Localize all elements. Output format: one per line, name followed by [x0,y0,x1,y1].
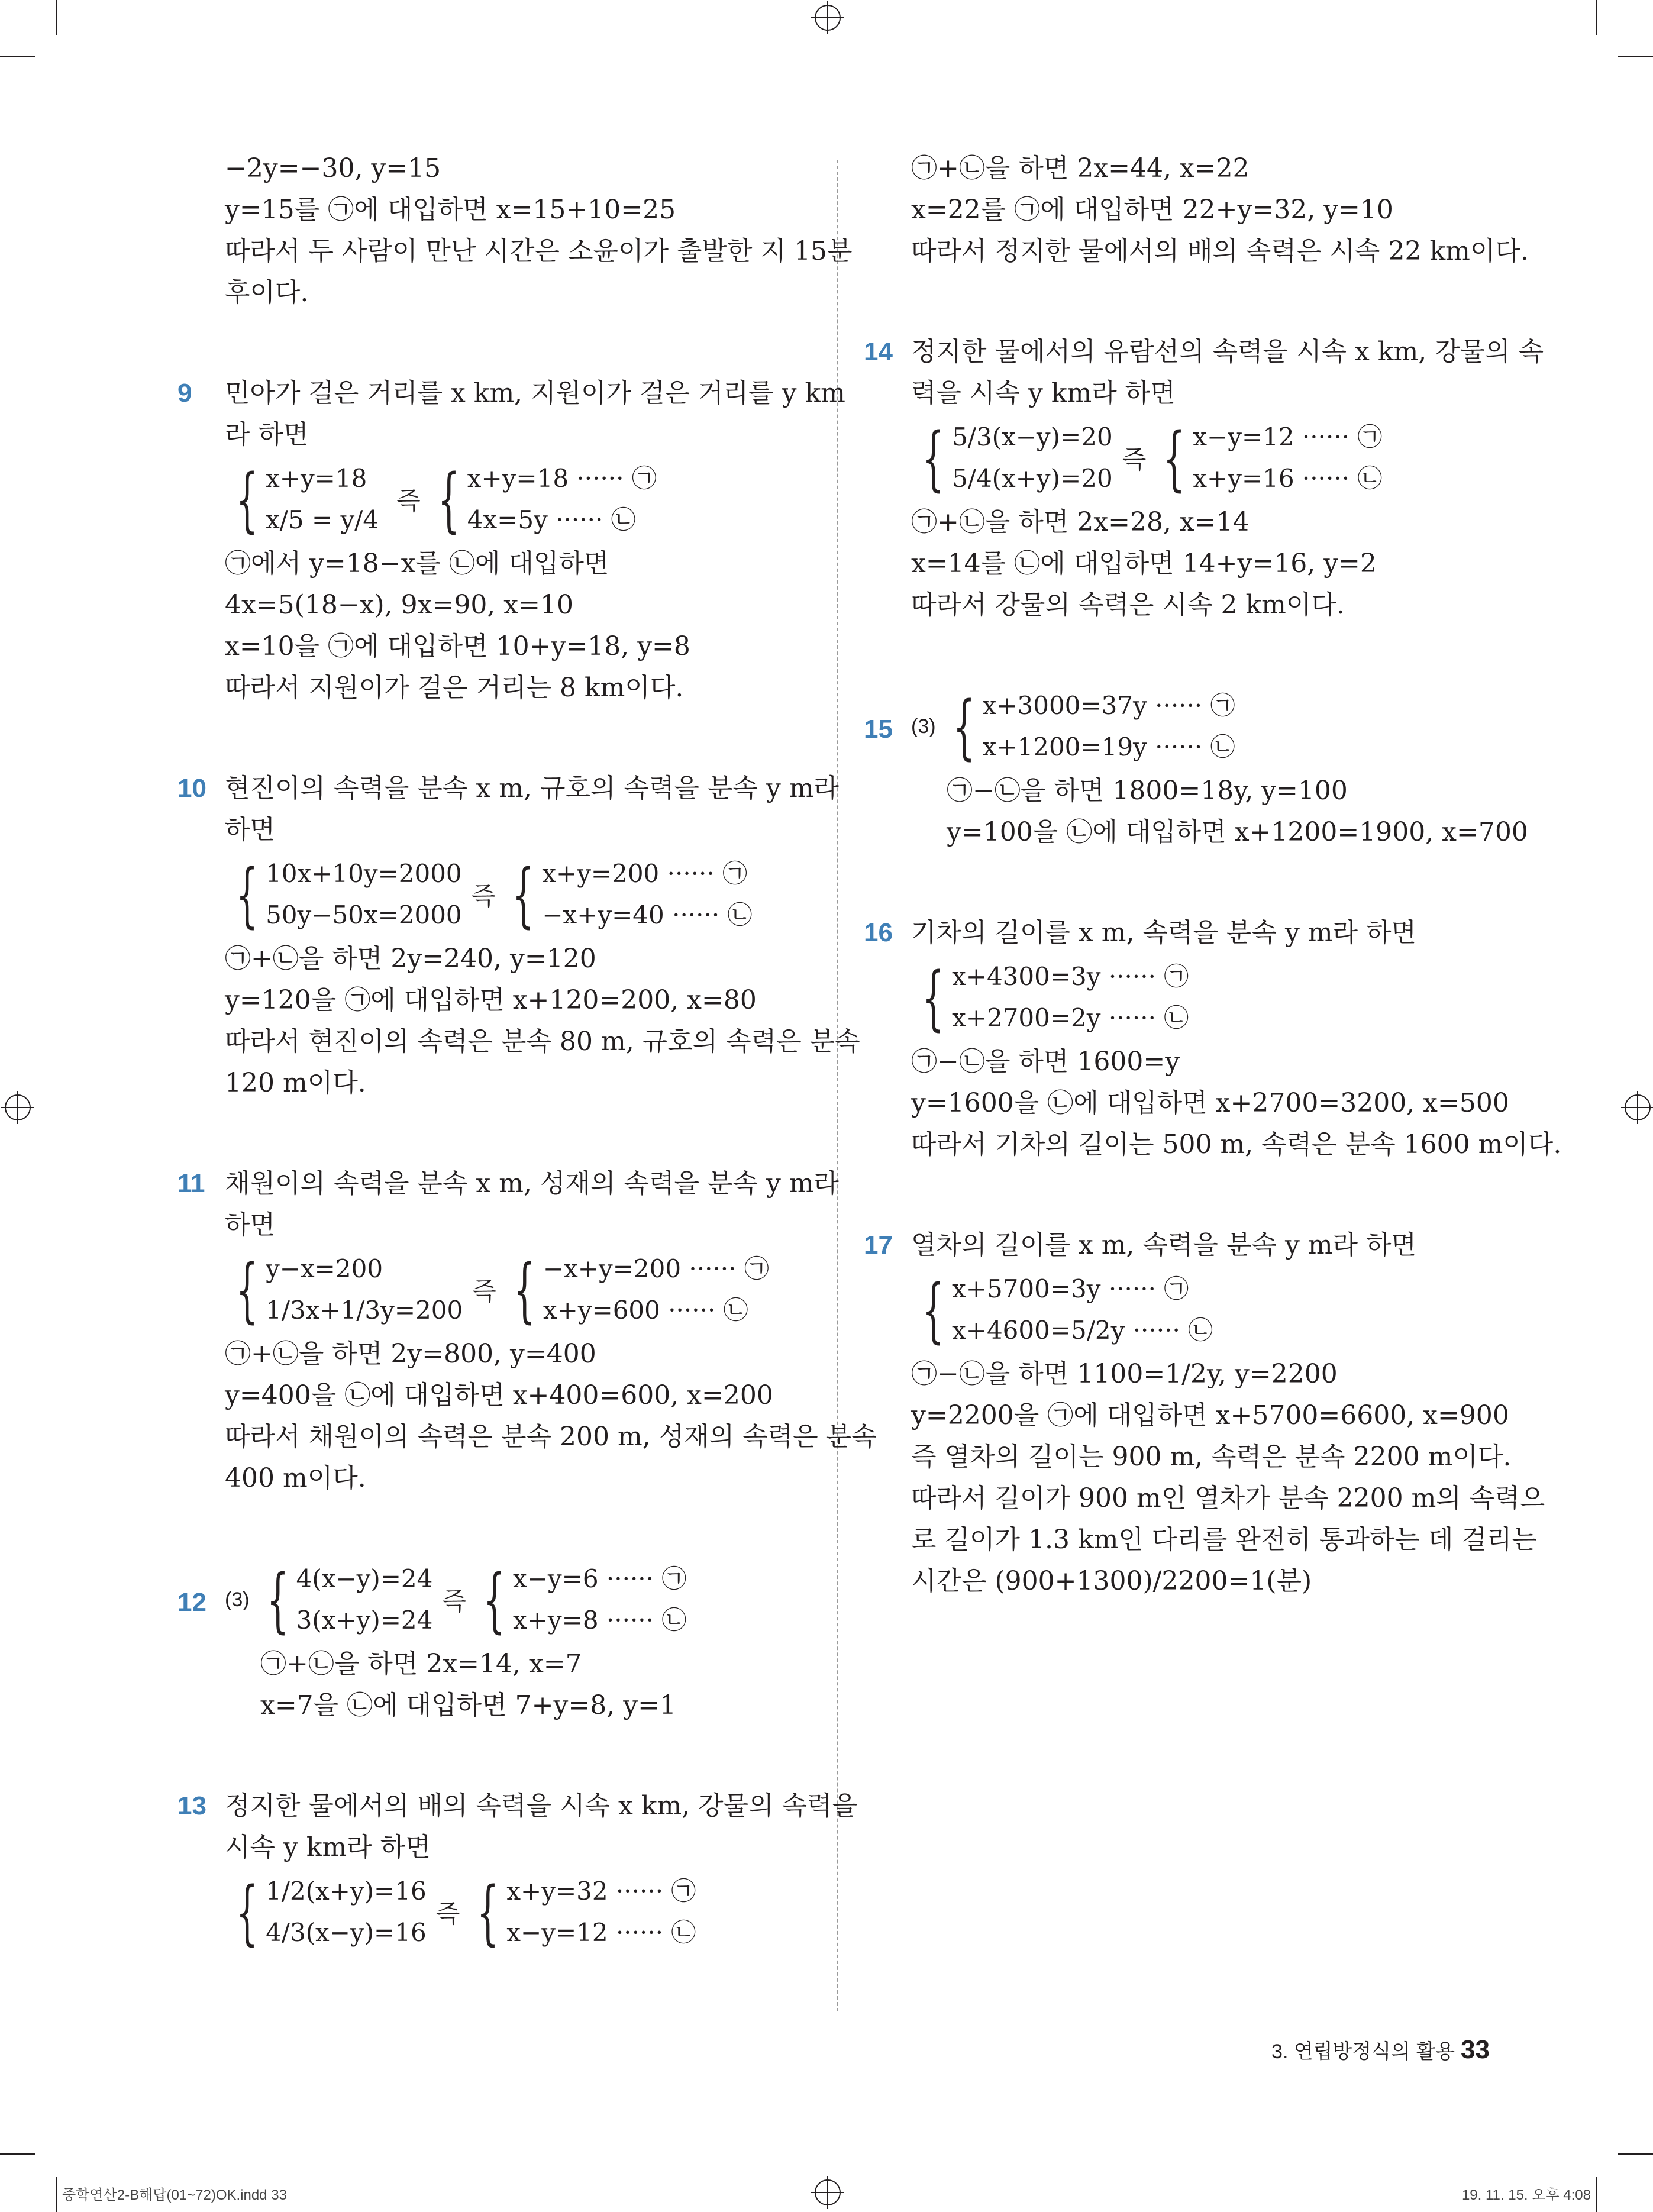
crop-mark [1618,56,1653,57]
equation: x+y=18 [266,464,367,493]
equation: x+4300=3y ······ ㉠ [952,962,1189,991]
text-line: 기차의 길이를 x m, 속력을 분속 y m라 하면 [911,918,1417,948]
text-line: y=15를 ㉠에 대입하면 x=15+10=25 [225,195,676,225]
conjunction: 즉 [471,881,496,910]
continued-solution [911,148,1529,272]
conjunction: 즉 [442,1587,466,1616]
text-line: ㉠+㉡을 하면 2y=800, y=400 [225,1339,596,1369]
equation-system [225,458,822,541]
equation: 4/3(x−y)=16 [266,1918,427,1947]
crop-mark [0,2153,35,2155]
equation: x+y=32 ······ ㉠ [506,1877,696,1906]
continued-solution [225,148,853,314]
equation: x+y=16 ······ ㉡ [1193,464,1383,493]
problem-number: 15 [864,715,893,744]
crop-mark [1596,0,1597,35]
text-line: 따라서 지원이가 걸은 거리는 8 km이다. [225,673,684,703]
text-line: x=7을 ㉡에 대입하면 7+y=8, y=1 [260,1690,676,1720]
brace-icon: { [437,458,460,540]
problem-number: 14 [864,337,893,366]
text-line: −2y=−30, y=15 [225,153,441,183]
page-footer [1271,2035,1490,2065]
problem-13 [177,1785,858,1953]
text-line: 라 하면 [225,419,309,450]
registration-mark-top [815,5,841,31]
text-line: 400 m이다. [225,1463,366,1493]
equation: x/5 = y/4 [266,505,379,534]
problem-10 [177,768,860,1104]
equation: x+5700=3y ······ ㉠ [952,1274,1189,1303]
text-line: ㉠−㉡을 하면 1800=18y, y=100 [947,776,1348,806]
text-line: 현진이의 속력을 분속 x m, 규호의 속력을 분속 y m라 [225,773,840,803]
text-line: 따라서 길이가 900 m인 열차가 분속 2200 m의 속력으 [911,1483,1545,1513]
text-line: 정지한 물에서의 유람선의 속력을 시속 x km, 강물의 속 [911,337,1544,367]
equation: 3(x+y)=24 [296,1606,433,1635]
brace-icon: { [922,1269,945,1351]
brace-icon: { [477,1871,499,1953]
problem-12 [177,1558,822,1726]
text-line: 따라서 강물의 속력은 시속 2 km이다. [911,590,1345,620]
text-line: 력을 시속 y km라 하면 [911,378,1176,408]
equation-system [225,1558,822,1641]
equation: x+1200=19y ······ ㉡ [982,732,1235,761]
text-line: 즉 열차의 길이는 900 m, 속력은 분속 2200 m이다. [911,1442,1512,1472]
left-column [177,148,877,2013]
brace-icon: { [1163,417,1186,499]
conjunction: 즉 [396,486,421,515]
text-line: 채원이의 속력을 분속 x m, 성재의 속력을 분속 y m라 [225,1168,840,1199]
equation: −x+y=200 ······ ㉠ [543,1254,769,1283]
equation: x+4600=5/2y ······ ㉡ [952,1316,1213,1345]
brace-icon: { [483,1559,506,1641]
problem-9 [177,373,845,709]
crop-mark [56,2177,57,2212]
text-line: ㉠−㉡을 하면 1100=1/2y, y=2200 [911,1359,1338,1389]
chapter-title: 3. 연립방정식의 활용 [1271,2040,1455,2063]
equation: x+y=18 ······ ㉠ [467,464,657,493]
brace-icon: { [235,854,259,935]
text-line: 후이다. [225,277,309,308]
equation: x+y=600 ······ ㉡ [543,1296,748,1325]
text-line: 로 길이가 1.3 km인 다리를 완전히 통과하는 데 걸리는 [911,1525,1537,1555]
text-line: ㉠+㉡을 하면 2x=28, x=14 [911,507,1250,537]
brace-icon: { [953,686,975,767]
text-line: 하면 [225,815,276,845]
text-line: ㉠+㉡을 하면 2x=44, x=22 [911,153,1250,183]
brace-icon: { [266,1559,289,1641]
text-line: ㉠에서 y=18−x를 ㉡에 대입하면 [225,548,609,579]
right-column [864,148,1562,1661]
problem-number: 11 [177,1169,205,1198]
equation-system [225,1248,822,1331]
equation-system [911,685,1520,768]
equation: x−y=12 ······ ㉠ [1193,422,1383,451]
equation: 5/4(x+y)=20 [952,464,1113,493]
column-divider [837,160,838,2011]
brace-icon: { [235,1249,259,1331]
text-line: 정지한 물에서의 배의 속력을 시속 x km, 강물의 속력을 [225,1791,858,1821]
equation: 50y−50x=2000 [266,900,462,929]
equation: 4x=5y ······ ㉡ [467,505,636,534]
equation-system [225,1871,822,1953]
problem-number: 10 [177,774,206,803]
text-line: 민아가 걸은 거리를 x km, 지원이가 걸은 거리를 y km [225,378,845,408]
crop-mark [1596,2177,1597,2212]
brace-icon: { [513,1249,536,1331]
problem-number: 13 [177,1791,206,1820]
text-line: 따라서 정지한 물에서의 배의 속력은 시속 22 km이다. [911,236,1529,266]
text-line: 따라서 채원이의 속력은 분속 200 m, 성재의 속력은 분속 [225,1422,877,1452]
problem-14 [864,331,1544,626]
text-line: x=10을 ㉠에 대입하면 10+y=18, y=8 [225,631,690,661]
problem-16 [864,912,1562,1165]
text-line: 하면 [225,1210,276,1240]
equation-system [911,1268,1520,1351]
problem-number: 16 [864,918,893,947]
text-line: y=120을 ㉠에 대입하면 x+120=200, x=80 [225,985,757,1015]
crop-mark [56,0,57,35]
text-line: y=1600을 ㉡에 대입하면 x+2700=3200, x=500 [911,1088,1509,1118]
text-line: 120 m이다. [225,1068,366,1098]
text-line: y=2200을 ㉠에 대입하면 x+5700=6600, x=900 [911,1400,1509,1430]
brace-icon: { [512,854,535,935]
equation-system [911,416,1520,499]
equation: y−x=200 [266,1254,383,1283]
conjunction: 즉 [1122,445,1147,474]
problem-15 [864,685,1528,853]
equation: −x+y=40 ······ ㉡ [542,900,753,929]
equation: x+2700=2y ······ ㉡ [952,1003,1189,1032]
equation-system [225,853,822,936]
brace-icon: { [922,417,945,499]
registration-mark-bottom [815,2179,841,2205]
crop-mark [0,56,35,57]
crop-mark [1618,2153,1653,2155]
equation: 10x+10y=2000 [266,859,462,888]
problem-number: 17 [864,1231,893,1260]
equation: x+y=200 ······ ㉠ [542,859,748,888]
problem-17 [864,1225,1545,1602]
problem-11 [177,1163,877,1499]
registration-mark-left [5,1094,31,1120]
subpart-label: (3) [225,1588,250,1611]
brace-icon: { [922,957,945,1038]
equation: 1/2(x+y)=16 [266,1877,427,1906]
text-line: y=400을 ㉡에 대입하면 x+400=600, x=200 [225,1380,773,1410]
text-line: 시속 y km라 하면 [225,1832,431,1862]
equation: 4(x−y)=24 [296,1564,433,1593]
conjunction: 즉 [472,1277,496,1306]
equation: x+y=8 ······ ㉡ [513,1606,687,1635]
text-line: y=100을 ㉡에 대입하면 x+1200=1900, x=700 [947,817,1528,847]
text-line: ㉠+㉡을 하면 2y=240, y=120 [225,944,596,974]
subpart-label: (3) [911,715,936,738]
problem-number: 12 [177,1588,206,1617]
page-number: 33 [1461,2035,1490,2064]
equation: 5/3(x−y)=20 [952,422,1113,451]
text-line: 따라서 현진이의 속력은 분속 80 m, 규호의 속력은 분속 [225,1026,860,1057]
conjunction: 즉 [435,1899,460,1928]
text-line: x=14를 ㉡에 대입하면 14+y=16, y=2 [911,548,1377,579]
text-line: 열차의 길이를 x m, 속력을 분속 y m라 하면 [911,1230,1417,1260]
registration-mark-right [1625,1094,1651,1120]
equation: x−y=12 ······ ㉡ [506,1918,696,1947]
equation: x+3000=37y ······ ㉠ [982,691,1235,720]
equation-system [911,956,1520,1039]
text-line: 따라서 두 사람이 만난 시간은 소윤이가 출발한 지 15분 [225,236,853,266]
file-info: 중학연산2-B해답(01~72)OK.indd 33 [62,2187,287,2203]
equation: 1/3x+1/3y=200 [266,1296,463,1325]
equation: x−y=6 ······ ㉠ [513,1564,687,1593]
brace-icon: { [235,1871,259,1953]
print-timestamp: 19. 11. 15. 오후 4:08 [1461,2187,1591,2203]
problem-number: 9 [177,379,192,408]
text-line: x=22를 ㉠에 대입하면 22+y=32, y=10 [911,195,1393,225]
brace-icon: { [235,458,259,540]
text-line: ㉠+㉡을 하면 2x=14, x=7 [260,1649,582,1679]
text-line: 따라서 기차의 길이는 500 m, 속력은 분속 1600 m이다. [911,1129,1562,1160]
text-line: 시간은 (900+1300)/2200=1(분) [911,1566,1312,1596]
text-line: ㉠−㉡을 하면 1600=y [911,1047,1180,1077]
text-line: 4x=5(18−x), 9x=90, x=10 [225,590,573,620]
